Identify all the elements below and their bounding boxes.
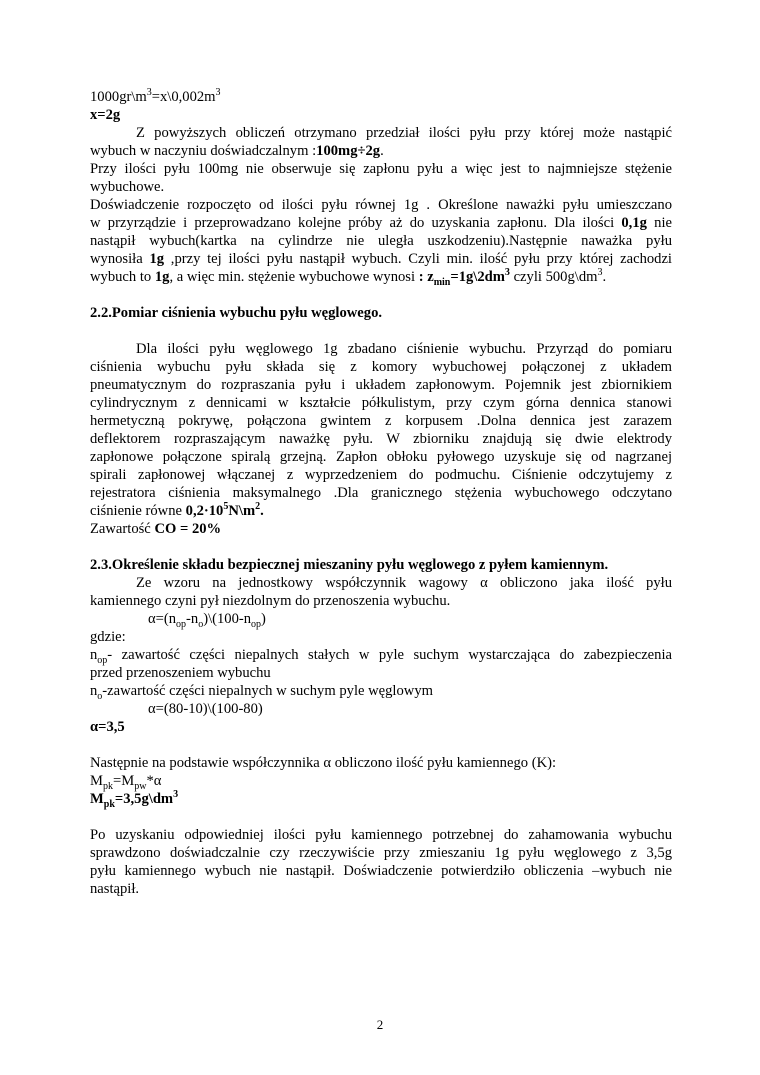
paragraph-line: zapłonowe połączone spiralą grzejną. Zapłon obłoku pyłowego uzyskuje się od nagrzanej: [90, 449, 672, 465]
paragraph-line: deflektorem rozpraszającym naważkę pyłu. W zbiorniku znajdują się dwie elektrody: [90, 431, 672, 447]
spacer: [90, 322, 672, 340]
paragraph-line: sprawdzono doświadczalnie czy rzeczywiście przy zmieszaniu 1g pyłu węglowego z 3,5g: [90, 845, 672, 861]
paragraph-line: Dla ilości pyłu węglowego 1g zbadano ciśnienie wybuchu. Przyrząd do pomiaru: [136, 341, 672, 357]
page-number: 2: [376, 1017, 384, 1032]
spacer: [90, 808, 672, 826]
paragraph-line: Z powyższych obliczeń otrzymano przedział ilości pyłu przy której może nastąpić: [136, 125, 672, 141]
equation-line: $1000gr\backslash m^3=x\backslash 0,002m^3$: [90, 87, 221, 105]
co-content-line: Zawartość CO = 20%: [90, 521, 222, 537]
spacer: [90, 286, 672, 304]
paragraph-line: Doświadczenie rozpoczęto od ilości pyłu równej 1g . Określone naważki pyłu umieszczano: [90, 197, 672, 213]
paragraph-line: pyłu kamiennego wybuch nie nastąpił. Doświadczenie potwierdziło obliczenia –wybuch nie: [90, 863, 672, 879]
paragraph-line: spirali zapłonowej włączanej z wyprzedzeniem do podmuchu. Ciśnienie odczytujemy z: [90, 467, 672, 483]
formula-line: α=(80-10)\(100-80): [148, 701, 263, 717]
formula-result: $M_{pk}=3,5g\backslash dm^3$: [90, 789, 179, 810]
paragraph-line: Następnie na podstawie współczynnika α obliczono ilość pyłu kamiennego (K):: [90, 755, 557, 771]
document-page: [90, 88, 672, 898]
formula-line: $M_{pk}=M_{pw}*\alpha$: [90, 773, 162, 792]
paragraph-line: ciśnienia wybuchu pyłu składa się z komory wybuchowej połączonej z układem: [90, 359, 672, 375]
paragraph-line: ciśnienie równe $0,2\cdot 10^5N\backslash m^2$.: [90, 501, 264, 519]
paragraph-line: wybuch w naczyniu doświadczalnym :100mg÷2g.: [90, 143, 384, 159]
paragraph-line: gdzie:: [90, 629, 126, 645]
paragraph-line: Ze wzoru na jednostkowy współczynnik wagowy α obliczono jaka ilość pyłu: [136, 575, 672, 591]
paragraph-line: wynosiła 1g ,przy tej ilości pyłu nastąpił wybuch. Czyli min. ilość pyłu przy której zachodzi: [90, 251, 672, 267]
definition-line: przed przenoszeniem wybuchu: [90, 665, 271, 681]
paragraph-line: nastąpił wybuch(kartka na cylindrze nie uległa uszkodzeniu).Następnie naważka pyłu: [90, 233, 672, 249]
equation-result: x=2g: [90, 107, 121, 123]
paragraph-line: pneumatycznym do rozpraszania pyłu i układem zapłonowym. Pojemnik jest zbiornikiem: [90, 377, 672, 393]
alpha-result: α=3,5: [90, 719, 125, 735]
paragraph-line: kamiennego czyni pył niezdolnym do przenoszenia wybuchu.: [90, 593, 451, 609]
paragraph-line: nastąpił.: [90, 881, 140, 897]
definition-line: $n_o$-zawartość części niepalnych w suchym pyle węglowym: [90, 683, 433, 702]
section-heading: 2.2.Pomiar ciśnienia wybuchu pyłu węglowego.: [90, 305, 383, 321]
paragraph-line: wybuch to 1g, a więc min. stężenie wybuchowe wynosi : $z_{min}=1g\backslash 2dm^3$ czyli $500g\backslash dm^3$.: [90, 267, 607, 288]
formula-line: $\alpha=(n_{op}-n_o)\backslash(100-n_{op})$: [148, 611, 266, 630]
paragraph-line: w przyrządzie i przeprowadzano kolejne próby aż do uzyskania zapłonu. Dla ilości 0,1g nie: [90, 215, 672, 231]
paragraph-line: Po uzyskaniu odpowiedniej ilości pyłu kamiennego potrzebnej do zahamowania wybuchu: [90, 827, 672, 843]
definition-line: $n_{op}-$ zawartość części niepalnych stałych w pyle suchym wystarczająca do zabezpieczenia: [90, 647, 672, 666]
section-heading: 2.3.Określenie składu bezpiecznej mieszaniny pyłu węglowego z pyłem kamiennym.: [90, 557, 609, 573]
paragraph-line: hermetyczną pokrywę, połączona gwintem z korpusem .Dolna dennica jest zarazem: [90, 413, 672, 429]
paragraph-line: cylindrycznym z dennicami w kształcie półkulistym, przy czym górna dennica stanowi: [90, 395, 672, 411]
paragraph-line: Przy ilości pyłu 100mg nie obserwuje się zapłonu pyłu a więc jest to najmniejsze stężenie: [90, 161, 672, 177]
spacer: [90, 538, 672, 556]
spacer: [90, 736, 672, 754]
paragraph-line: wybuchowe.: [90, 179, 165, 195]
paragraph-line: rejestratora ciśnienia maksymalnego .Dla granicznego stężenia wybuchowego odczytano: [90, 485, 672, 501]
